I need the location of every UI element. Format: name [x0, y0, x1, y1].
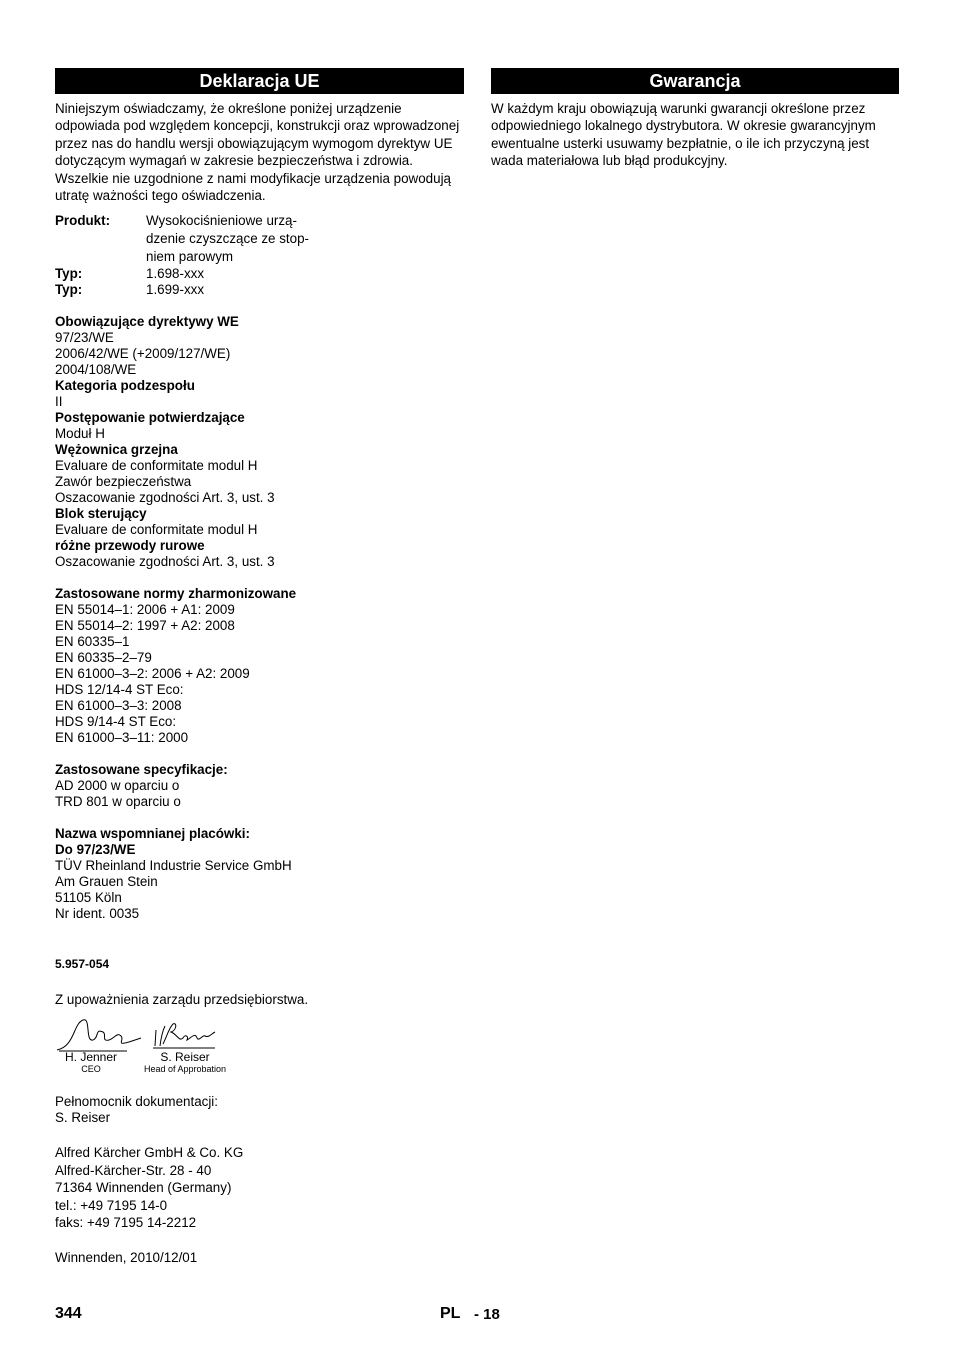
specs-section: [55, 762, 464, 810]
address-line: Alfred Kärcher GmbH & Co. KG: [55, 1145, 244, 1161]
signatures: [55, 1018, 464, 1078]
signature-role: CEO: [81, 1064, 101, 1075]
warranty-text: W każdym kraju obowiązują warunki gwarancji określone przez odpowiedniego lokalnego dystrybutora. W okresie gwarancyjnym ewentualne usterki usuwamy bezpłatnie, o ile ich przyczyną jest wada materiałowa lub błąd produkcyjny.: [491, 101, 876, 169]
spec-item: AD 2000 w oparciu o: [55, 778, 180, 794]
notified-body-item: Am Grauen Stein: [55, 874, 158, 890]
type-label: Typ:: [55, 266, 83, 282]
norm-item: EN 55014–1: 2006 + A1: 2009: [55, 602, 235, 618]
coil-line: Evaluare de conformitate modul H: [55, 458, 258, 474]
coil-line: Oszacowanie zgodności Art. 3, ust. 3: [55, 490, 275, 506]
specs-title: Zastosowane specyfikacje:: [55, 762, 228, 778]
warranty-column: [491, 68, 899, 170]
control-title: Blok sterujący: [55, 506, 147, 522]
directive-item: 97/23/WE: [55, 330, 114, 346]
norm-item: HDS 9/14-4 ST Eco:: [55, 714, 177, 730]
norm-item: EN 61000–3–3: 2008: [55, 698, 182, 714]
type-value: 1.698-xxx: [146, 266, 205, 282]
place-date: Winnenden, 2010/12/01: [55, 1250, 198, 1266]
product-label: Produkt:: [55, 213, 111, 229]
address-line: tel.: +49 7195 14-0: [55, 1197, 168, 1213]
product-table: [55, 212, 464, 266]
directives-section: [55, 314, 464, 570]
category-title: Kategoria podzespołu: [55, 378, 195, 394]
type-table: [55, 266, 464, 298]
notified-body-item: 51105 Köln: [55, 890, 122, 906]
category-value: II: [55, 394, 63, 410]
declaration-intro: Niniejszym oświadczamy, że określone poniżej urządzenie odpowiada pod względem koncepcji, konstrukcji oraz wprowadzonej przez nas do handlu wersji obowiązującym wymogom dyrektyw UE dotyczącym wymagań w zakresie bezpieczeństwa i zdrowia. Wszelkie nie uzgodnione z nami modyfikacje urządzenia powodują utratę ważności tego oświadczenia.: [55, 101, 460, 204]
signature-name: S. Reiser: [160, 1050, 210, 1065]
norm-item: HDS 12/14-4 ST Eco:: [55, 682, 184, 698]
norm-item: EN 60335–1: [55, 634, 130, 650]
coil-line: Zawór bezpieczeństwa: [55, 474, 192, 490]
notified-body-section: [55, 826, 464, 922]
notified-body-item: Nr ident. 0035: [55, 906, 140, 922]
type-value: 1.699-xxx: [146, 282, 205, 298]
signature-role: Head of Approbation: [143, 1064, 227, 1075]
section-page-number: - 18: [474, 1306, 500, 1323]
coil-title: Wężownica grzejna: [55, 442, 178, 458]
procedure-value: Moduł H: [55, 426, 105, 442]
declaration-heading: Deklaracja UE: [55, 68, 464, 94]
authorization-text: Z upoważnienia zarządu przedsiębiorstwa.: [55, 992, 309, 1008]
notified-body-directive: Do 97/23/WE: [55, 842, 136, 858]
declaration-column: [55, 68, 464, 1266]
norm-item: EN 55014–2: 1997 + A2: 2008: [55, 618, 235, 634]
procedure-title: Postępowanie potwierdzające: [55, 410, 245, 426]
product-value: Wysokociśnieniowe urzą- dzenie czyszczące ze stop- niem parowym: [146, 213, 309, 265]
notified-body-item: TÜV Rheinland Industrie Service GmbH: [55, 858, 292, 874]
document-number: 5.957-054: [55, 957, 110, 972]
norm-item: EN 60335–2–79: [55, 650, 152, 666]
norm-item: EN 61000–3–11: 2000: [55, 730, 189, 746]
representative-label: Pełnomocnik dokumentacji:: [55, 1094, 219, 1110]
directive-item: 2004/108/WE: [55, 362, 137, 378]
type-label: Typ:: [55, 282, 83, 298]
norms-section: [55, 586, 464, 746]
control-value: Evaluare de conformitate modul H: [55, 522, 258, 538]
language-code: PL: [440, 1305, 461, 1322]
representative-name: S. Reiser: [55, 1110, 111, 1126]
norms-title: Zastosowane normy zharmonizowane: [55, 586, 297, 602]
directive-item: 2006/42/WE (+2009/127/WE): [55, 346, 231, 362]
spec-item: TRD 801 w oparciu o: [55, 794, 181, 810]
signature-jenner-image: [55, 1018, 145, 1052]
signature-reiser-image: [151, 1020, 221, 1050]
address-line: faks: +49 7195 14-2212: [55, 1215, 197, 1231]
pipes-value: Oszacowanie zgodności Art. 3, ust. 3: [55, 554, 275, 570]
address-line: Alfred-Kärcher-Str. 28 - 40: [55, 1162, 212, 1178]
warranty-heading: Gwarancja: [491, 68, 899, 94]
notified-body-title: Nazwa wspomnianej placówki:: [55, 826, 250, 842]
pipes-title: różne przewody rurowe: [55, 538, 205, 554]
page-number: 344: [55, 1305, 82, 1322]
signature-name: H. Jenner: [64, 1050, 118, 1065]
address-line: 71364 Winnenden (Germany): [55, 1180, 232, 1196]
representative: [55, 1094, 464, 1126]
norm-item: EN 61000–3–2: 2006 + A2: 2009: [55, 666, 250, 682]
directives-title: Obowiązujące dyrektywy WE: [55, 314, 239, 330]
company-address: [55, 1144, 464, 1231]
